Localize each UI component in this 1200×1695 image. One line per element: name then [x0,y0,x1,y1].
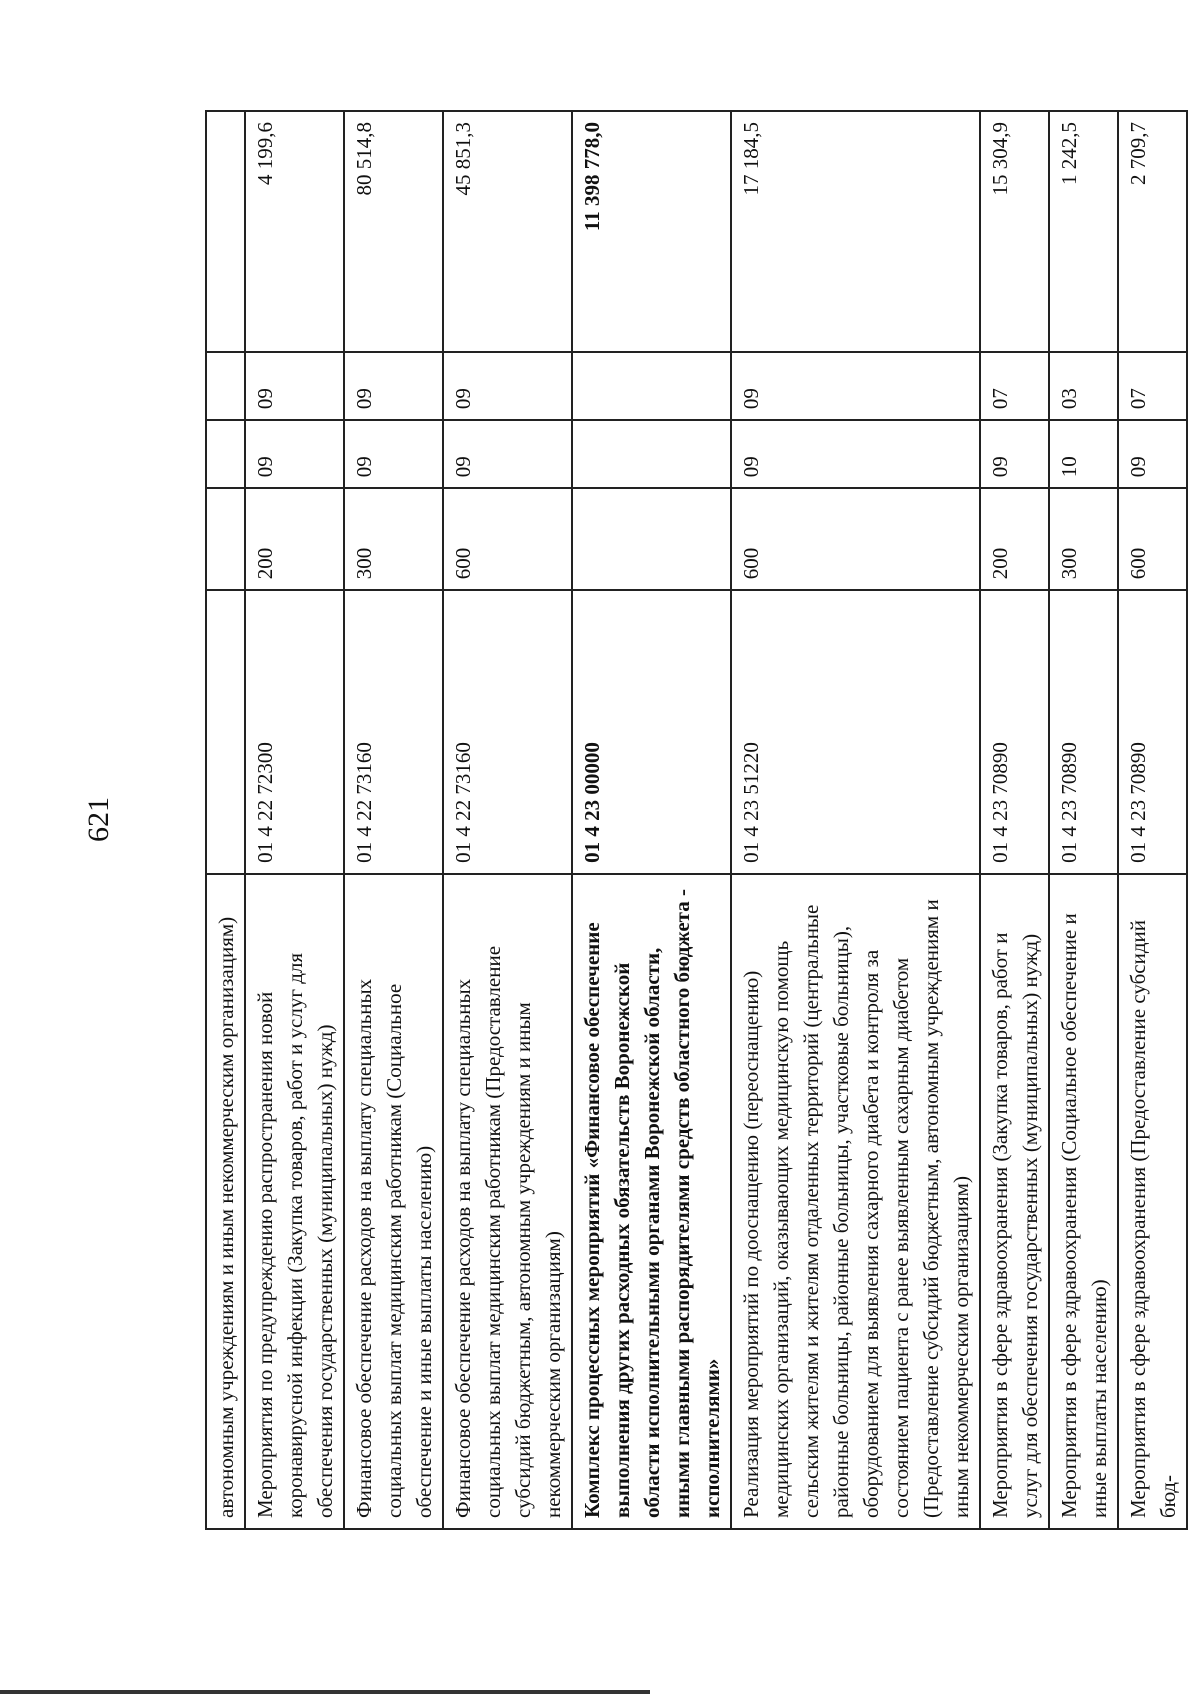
subsection-cell: 09 [443,352,572,420]
expense-type-cell [572,488,731,590]
subsection-cell: 07 [980,352,1049,420]
description-cell: Финансовое обеспечение расходов на выплату специальных социальных выплат медицинским работникам (Социальное обеспечение и иные выплаты населению) [344,874,443,1529]
table-row [443,111,572,1529]
rotated-table-container [205,110,1180,1530]
expense-type-cell [206,488,245,590]
code-cell: 01 4 23 70890 [1049,590,1118,874]
amount-cell [206,111,245,352]
expense-type-cell: 300 [1049,488,1118,590]
code-cell: 01 4 23 00000 [572,590,731,874]
description-cell: Финансовое обеспечение расходов на выплату специальных социальных выплат медицинским работникам (Предоставление субсидий бюджетным, автономным учреждениям и иным некоммерческим организациям) [443,874,572,1529]
subsection-cell: 07 [1118,352,1187,420]
amount-cell: 2 709,7 [1118,111,1187,352]
amount-cell: 11 398 778,0 [572,111,731,352]
table-row [1118,111,1187,1529]
code-cell: 01 4 23 70890 [1118,590,1187,874]
section-cell: 09 [344,420,443,488]
amount-cell: 1 242,5 [1049,111,1118,352]
table-row [1049,111,1118,1529]
table-row [206,111,245,1529]
section-cell: 10 [1049,420,1118,488]
subsection-cell: 03 [1049,352,1118,420]
section-cell: 09 [443,420,572,488]
expense-type-cell: 600 [443,488,572,590]
section-cell: 09 [980,420,1049,488]
table-row [980,111,1049,1529]
description-cell: Мероприятия по предупреждению распространения новой коронавирусной инфекции (Закупка товаров, работ и услуг для обеспечения государственных (муниципальных) нужд) [245,874,344,1529]
table-row [344,111,443,1529]
code-cell: 01 4 22 72300 [245,590,344,874]
table-row [572,111,731,1529]
budget-table-body [206,111,1187,1529]
subsection-cell: 09 [731,352,980,420]
subsection-cell: 09 [344,352,443,420]
scan-edge-line [0,1690,650,1694]
code-cell: 01 4 22 73160 [443,590,572,874]
expense-type-cell: 600 [731,488,980,590]
section-cell: 09 [731,420,980,488]
code-cell: 01 4 23 51220 [731,590,980,874]
expense-type-cell: 300 [344,488,443,590]
amount-cell: 45 851,3 [443,111,572,352]
description-cell: Мероприятия в сфере здравоохранения (Социальное обеспечение и иные выплаты населению) [1049,874,1118,1529]
expense-type-cell: 600 [1118,488,1187,590]
section-cell [206,420,245,488]
code-cell: 01 4 22 73160 [344,590,443,874]
budget-table [205,110,1188,1530]
expense-type-cell: 200 [980,488,1049,590]
table-row [731,111,980,1529]
amount-cell: 80 514,8 [344,111,443,352]
code-cell [206,590,245,874]
description-cell: Мероприятия в сфере здравоохранения (Закупка товаров, работ и услуг для обеспечения государственных (муниципальных) нужд) [980,874,1049,1529]
section-cell: 09 [1118,420,1187,488]
table-row [245,111,344,1529]
expense-type-cell: 200 [245,488,344,590]
amount-cell: 17 184,5 [731,111,980,352]
subsection-cell: 09 [245,352,344,420]
description-cell: автономным учреждениям и иным некоммерческим организациям) [206,874,245,1529]
amount-cell: 4 199,6 [245,111,344,352]
code-cell: 01 4 23 70890 [980,590,1049,874]
page-number: 621 [82,797,115,842]
description-cell: Мероприятия в сфере здравоохранения (Предоставление субсидий бюд- [1118,874,1187,1529]
section-cell [572,420,731,488]
description-cell: Реализация мероприятий по дооснащению (переоснащению) медицинских организаций, оказывающих медицинскую помощь сельским жителям и жителям отдаленных территорий (центральные районные больницы, районные больницы, участковые больницы), оборудованием для выявления сахарного диабета и контроля за состоянием пациента с ранее выявленным сахарным диабетом (Предоставление субсидий бюджетным, автономным учреждениям и иным некоммерческим организациям) [731,874,980,1529]
section-cell: 09 [245,420,344,488]
amount-cell: 15 304,9 [980,111,1049,352]
subsection-cell [206,352,245,420]
description-cell: Комплекс процессных мероприятий «Финансовое обеспечение выполнения других расходных обязательств Воронежской области исполнительными органами Воронежской области, иными главными распорядителями средств областного бюджета - исполнителями» [572,874,731,1529]
subsection-cell [572,352,731,420]
